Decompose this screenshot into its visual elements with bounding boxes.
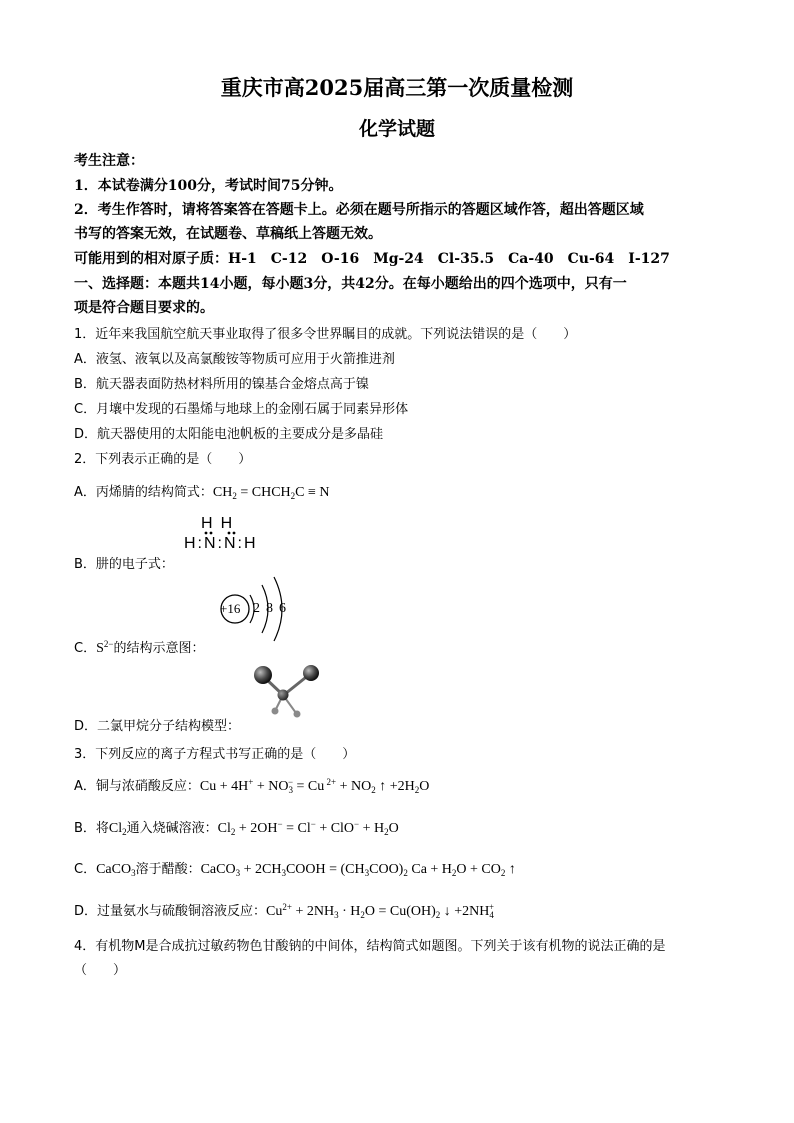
caco3-acetic-equation: CaCO$_3$ + $2CH_3COOH = (CH_3COO)_2$ $Ca + H_2O + CO_2$ ↑ [200,862,516,878]
notice-heading: 考生注意： [74,153,144,169]
chlorine-naoh-equation: $Cl_2 + 2OH^- = Cl^- + ClO^- + H_2O$ [217,819,399,837]
carbon-atom [278,690,289,701]
notice-item-1: 1．本试卷满分100分，考试时间75分钟。 [74,178,343,194]
q3-option-b: B．将$Cl_2$通入烧碱溶液：$Cl_2 + 2OH^- = Cl^- + ClO^- + H_2O$ [74,819,399,837]
notice-item-2-line2: 书写的答案无效，在试题卷、草稿纸上答题无效。 [74,226,382,242]
acrylonitrile-formula: $CH_2$ = $CHCH_2C \equiv N$ [212,485,330,501]
q1-stem: 1．近年来我国航空航天事业取得了很多令世界瞩目的成就。下列说法错误的是（ ） [74,327,577,342]
shell-electrons-2: 8 [266,601,273,616]
q3-stem: 3．下列反应的离子方程式书写正确的是（ ） [74,747,356,762]
q2-option-a [74,481,330,501]
q2-option-a-label: A．丙烯腈的结构简式： [74,485,213,500]
section-1-line2: 项是符合题目要求的。 [74,300,214,316]
notice-item-2-line1: 2．考生作答时，请将答案答在答题卡上。必须在题号所指示的答题区域作答，超出答题区域 [74,202,644,218]
hydrogen-atom [272,708,279,715]
section-1-line1: 一、选择题：本题共14小题，每小题3分，共42分。在每小题给出的四个选项中，只有一 [74,276,627,292]
nucleus-charge: +16 [220,601,241,616]
q3-option-a: A．铜与浓硝酸反应：$Cu + 4H^+ + NO_3^- = Cu$ $^{2+} + NO_2$ ↑ $+2H_2O$ [74,777,430,795]
hydrazine-lone-pairs [200,530,250,540]
copper-nitric-equation: $Cu + 4H^+ + NO_3^- = Cu$ $^{2+} + NO_2$ ↑ $+2H_2O$ [199,777,430,795]
q2-option-b-label: B．肼的电子式： [74,557,174,572]
chlorine-atom [303,665,319,681]
q1-option-a: A．液氢、液氧以及高氯酸铵等物质可应用于火箭推进剂 [74,352,395,367]
chlorine-atom [254,666,272,684]
q1-option-d: D．航天器使用的太阳能电池帆板的主要成分是多晶硅 [74,427,384,442]
shell-electrons-3: 6 [279,601,286,616]
dichloromethane-model [250,663,325,723]
q3-option-c: C．CaCO$_3$溶于醋酸：CaCO$_3$ + $2CH_3COOH = (CH_3COO)_2$ $Ca + H_2O + CO_2$ ↑ [74,862,516,878]
exam-subtitle: 化学试题 [358,118,435,140]
q4-stem-line1: 4．有机物M是合成抗过敏药物色甘酸钠的中间体，结构简式如题图。下列关于该有机物的说法正确的是 [74,939,666,954]
ammonia-copper-equation: $Cu^{2+} + 2NH_3 \cdot H_2O = Cu(OH)_2$ ↓ $+2NH_4^+$ [266,902,494,920]
exam-title: 重庆市高2025届高三第一次质量检测 [220,75,574,100]
hydrazine-h-top: HH [201,515,241,532]
atomic-masses: 可能用到的相对原子质：H-1 C-12 O-16 Mg-24 Cl-35.5 Ca-40 Cu-64 I-127 [74,251,670,267]
chlorine-formula: $Cl_2$ [108,821,127,837]
hydrogen-atom [294,711,301,718]
q1-option-c: C．月壤中发现的石墨烯与地球上的金刚石属于同素异形体 [74,402,409,417]
hydrazine-electron-formula: H:N:N:H [184,535,258,552]
q2-option-c: C．$S^{2-}$的结构示意图： [74,639,205,656]
q2-stem: 2．下列表示正确的是（ ） [74,452,252,467]
sulfide-ion: $S^{2-}$ [96,639,114,656]
q2-option-d: D．二氯甲烷分子结构模型： [74,719,241,734]
q3-option-d: D．过量氨水与硫酸铜溶液反应：$Cu^{2+} + 2NH_3 \cdot H_2O = Cu(OH)_2$ ↓ $+2NH_4^+$ [74,902,494,920]
q1-option-b: B．航天器表面防热材料所用的镍基合金熔点高于镍 [74,377,369,392]
q4-stem-line2: （ ） [74,963,127,978]
shell-electrons-1: 2 [253,601,260,616]
calcium-carbonate-formula: CaCO$_3$ [96,862,136,878]
